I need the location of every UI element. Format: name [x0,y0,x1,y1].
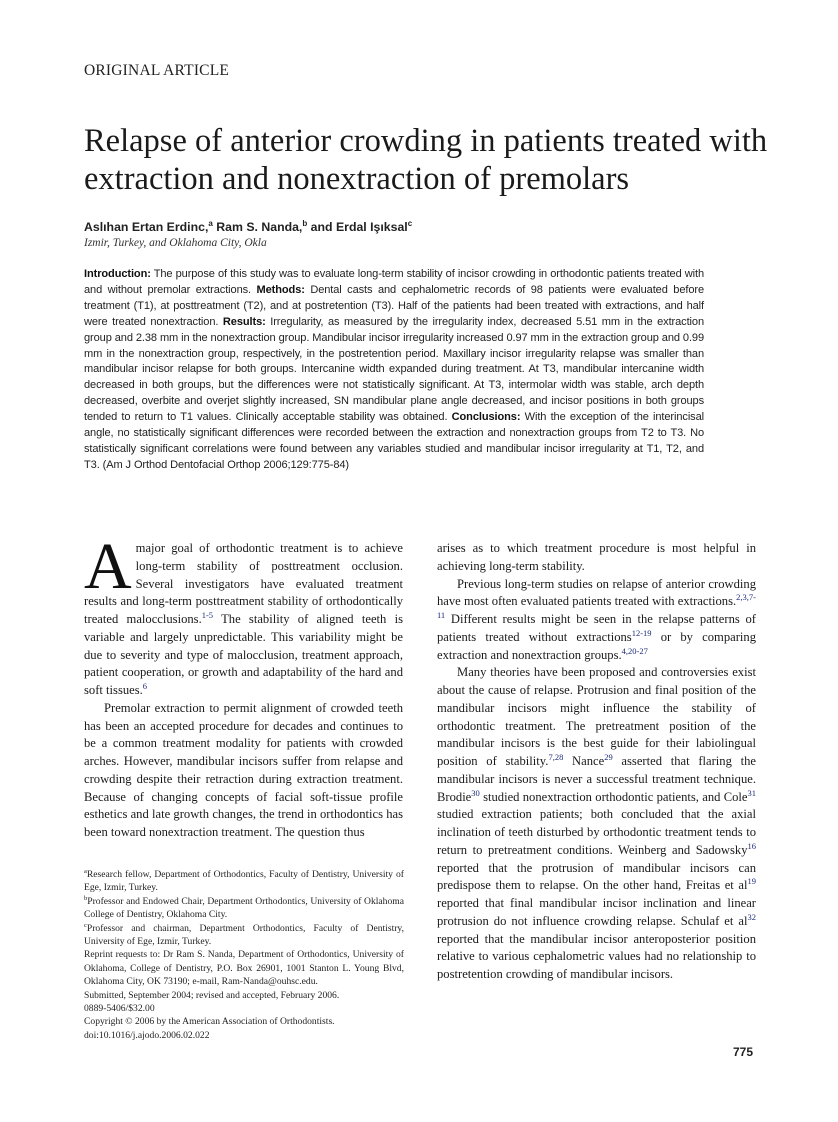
abstract-conclusions-label: Conclusions: [451,411,521,424]
footnote-c [84,922,404,949]
body-paragraph [437,664,756,984]
author-name: Ram S. Nanda, [216,220,303,235]
reference-link[interactable]: 4,20-27 [621,645,648,656]
footnote-text: Research fellow, Department of Orthodontics, Faculty of Dentistry, University of Ege, Izmir, Turkey. [84,869,404,894]
footnotes [84,868,404,1042]
paragraph-text: Previous long-term studies on relapse of anterior crowding have most often evaluated patients treated with extractions. [437,576,756,609]
paragraph-text: Nance [563,754,605,768]
body-paragraph [437,576,756,665]
reference-link[interactable]: 30 [471,787,480,798]
abstract-results: Irregularity, as measured by the irregularity index, decreased 5.51 mm in the extraction group and 2.38 mm in the nonextraction group. Mandibular incisor irregularity increased 0.97 mm in the extraction group and 0.99 mm in the nonextraction group, respectively, in the postretention period. Maxillary incisor irregularity relapse was smaller than mandibular incisor relapse for both groups. Intercanine width expanded during treatment. At T3, mandibular intercanine width decreased in both groups, but the differences were not statistically significant. At T3, intermolar width was stable, arch depth decreased, overbite and overjet slightly increased, SN mandibular plane angle decreased, and incisor positions in both groups tended to return to T1 values. Clinically acceptable stability was obtained. [84,315,704,424]
abstract-introduction: The purpose of this study was to evaluate long-term stability of incisor crowding in orthodontic patients treated with and without premolar extractions. [84,268,704,296]
doi[interactable]: doi:10.1016/j.ajodo.2006.02.022 [84,1029,210,1041]
body-column-right [437,540,756,984]
footnote-mark: c [84,921,87,929]
reference-link[interactable]: 1-5 [201,610,214,620]
reference-link[interactable]: 19 [747,876,756,887]
abstract-introduction-label: Introduction: [84,268,151,280]
abstract [84,267,704,474]
author-location: Izmir, Turkey, and Oklahoma City, Okla [84,237,267,249]
body-paragraph: arises as to which treatment procedure is most helpful in achieving long-term stability. [437,541,756,573]
reference-link[interactable]: 16 [747,840,756,851]
footnote-text: Professor and chairman, Department Orthodontics, Faculty of Dentistry, University of Ege, Izmir, Turkey. [84,922,404,948]
paragraph-text: asserted that flaring the mandibular incisors is never a successful treatment technique. Brodie [437,754,756,804]
paragraph-text: studied extraction patients; both concluded that the axial inclination of teeth disturbed by orthodontic treatment tends to return to pretreatment conditions. Weinberg and Sadowsky [437,807,756,857]
author-name: Aslıhan Ertan Erdinc, [84,220,209,235]
drop-cap: A [84,530,132,603]
paragraph-text: major goal of orthodontic treatment is to achieve long-term stability of posttreatment occlusion. Several investigators have evaluated treatment results and long-term posttreatment stability of orthodontically treated malocclusions. [84,541,403,626]
reference-link[interactable]: 29 [604,752,613,762]
footnote-mark: a [84,867,87,875]
reference-link[interactable]: 31 [747,787,756,798]
footnote-a [84,868,404,895]
author-list [84,219,412,234]
footnote-mark: b [84,894,88,902]
paragraph-text: or by comparing extraction and nonextraction groups. [437,629,756,662]
paragraph-text: The stability of aligned teeth is variable and largely unpredictable. This variability might be due to severity and type of malocclusion, treatment approach, patient cooperation, or growth and adaptability of the hard and soft tissues. [84,612,403,697]
author-name: and Erdal Işıksal [310,220,408,235]
author-affiliation-mark: a [208,219,213,228]
submission-dates: Submitted, September 2004; revised and accepted, February 2006. [84,989,340,1001]
paragraph-text: studied nonextraction orthodontic patients, and Cole [479,789,748,804]
page-number: 775 [733,1045,754,1059]
body-paragraph [84,530,403,700]
abstract-conclusions: With the exception of the interincisal angle, no statistically significant differences were recorded between the extraction and nonextraction groups from T2 to T3. No statistically significant correlations were found between any variables studied and mandibular incisor irregularity at T1, T2, and T3. (Am J Orthod Dentofacial Orthop 2006;129:775-84) [84,411,704,471]
abstract-results-label: Results: [222,315,266,328]
body-paragraph: Premolar extraction to permit alignment of crowded teeth has been an accepted procedure for decades and continues to be a common treatment modality for patients with crowded arches. However, mandibular incisors suffer from relapse and crowding despite their retraction during extraction treatment. Because of changing concepts of facial soft-tissue profile esthetics and late growth changes, the trend in orthodontics has been toward nonextraction treatment. The question thus [84,700,403,839]
footnote-b [84,895,404,922]
reprint-requests: Reprint requests to: Dr Ram S. Nanda, Department of Orthodontics, University of Oklahoma, College of Dentistry, P.O. Box 26901, 1001 Stanton L. Young Blvd, Oklahoma City, OK 73190; e-mail, Ram-Nanda@ouhsc.edu. [84,949,404,988]
article-title: Relapse of anterior crowding in patients treated with extraction and nonextraction of premolars [84,123,768,197]
author-affiliation-mark: b [302,219,308,228]
reference-link[interactable]: 6 [142,681,148,691]
paragraph-text: Different results might be seen in the relapse patterns of patients treated without extractions [437,612,756,644]
abstract-methods-label: Methods: [256,283,305,296]
copyright-notice: Copyright © 2006 by the American Association of Orthodontists. [84,1016,335,1028]
issn-price: 0889-5406/$32.00 [84,1003,155,1015]
section-label: ORIGINAL ARTICLE [84,62,230,79]
paragraph-text: reported that the protrusion of mandibular incisors can predispose them to relapse. On the other hand, Freitas et al [437,860,756,893]
reference-link[interactable]: 7,28 [548,752,564,762]
paragraph-text: reported that the mandibular incisor anteroposterior position relative to various cephalometric values had no relationship to postretention crowding of mandibular incisors. [437,931,756,981]
paragraph-text: Many theories have been proposed and controversies exist about the cause of relapse. Protrusion and final position of the mandibular incisors might influence the stability of orthodontic treatment. The pretreatment position of the mandibular incisors is the best guide for their labiolingual position of stability. [437,665,756,768]
reference-link[interactable]: 12-19 [631,627,652,638]
body-column-left [84,530,403,842]
reference-link[interactable]: 32 [747,911,756,922]
paragraph-text: reported that final mandibular incisor inclination and linear protrusion do not influence crowding relapse. Schulaf et al [437,896,756,928]
footnote-text: Professor and Endowed Chair, Department Orthodontics, University of Oklahoma College of Dentistry, Oklahoma City. [84,895,404,921]
author-affiliation-mark: c [407,219,413,228]
abstract-methods: Dental casts and cephalometric records of 98 patients were evaluated before treatment (T1), at posttreatment (T2), and at postretention (T3). Half of the patients had been treated with extractions, and half were treated nonextraction. [84,283,704,328]
reference-link[interactable]: 2,3,7-11 [437,592,756,620]
